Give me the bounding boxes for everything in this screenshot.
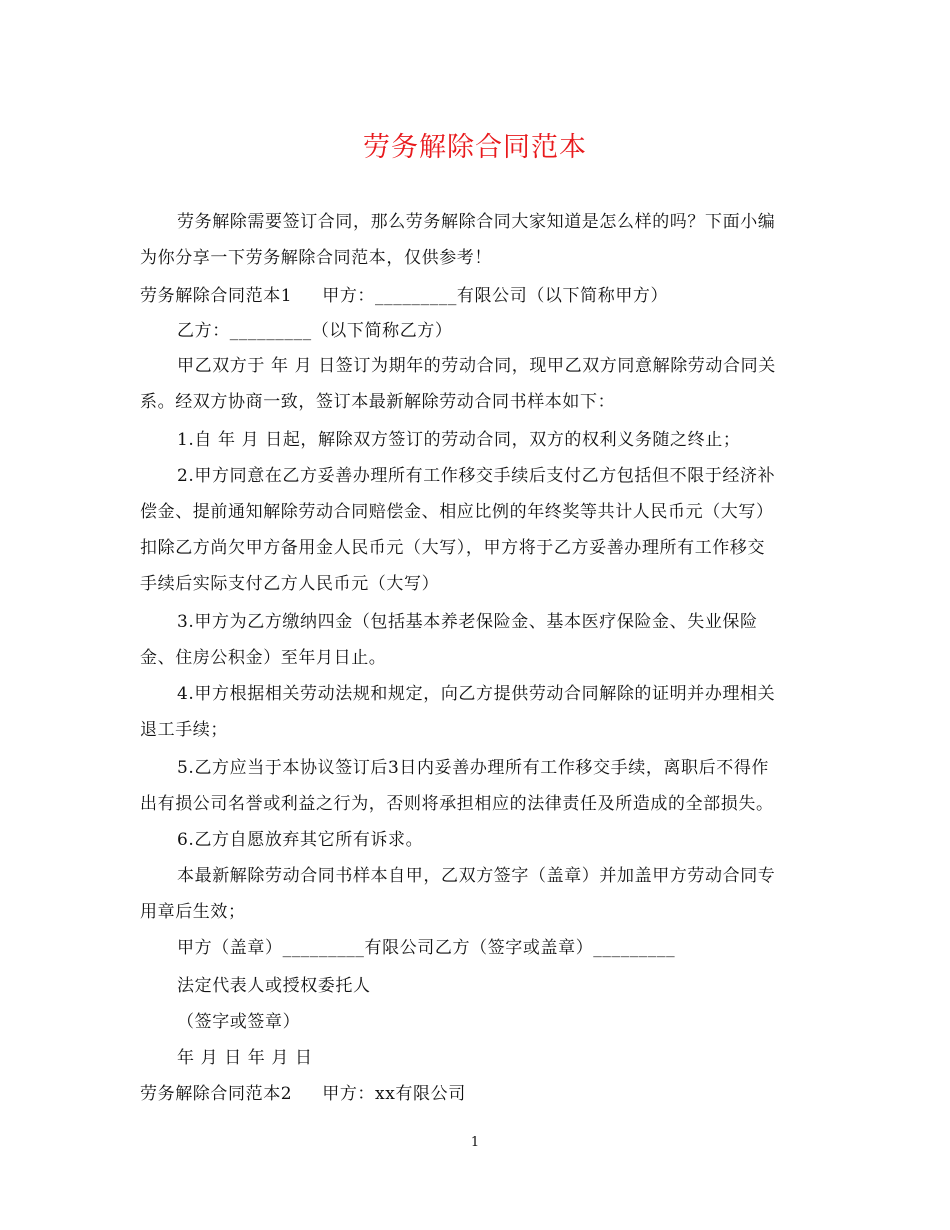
clause-4-line: 退工手续；	[140, 720, 228, 740]
document-title: 劳务解除合同范本	[363, 132, 587, 163]
sample-2-party-a: 甲方：xx有限公司	[322, 1084, 466, 1104]
sample-1-heading-row	[140, 283, 668, 309]
page-number: 1	[470, 1135, 480, 1150]
effect-line: 本最新解除劳动合同书样本自甲，乙双方签字（盖章）并加盖甲方劳动合同专	[177, 866, 776, 886]
clause-4-line: 4.甲方根据相关劳动法规和规定，向乙方提供劳动合同解除的证明并办理相关	[177, 684, 776, 704]
clause-2-line: 手续后实际支付乙方人民币元（大写）	[140, 574, 440, 594]
intro-line-2: 为你分享一下劳务解除合同范本，仅供参考！	[140, 248, 492, 268]
paragraph-line: 甲乙双方于 年 月 日签订为期年的劳动合同，现甲乙双方同意解除劳动合同关	[177, 356, 776, 376]
sample-1-heading: 劳务解除合同范本1	[140, 286, 293, 306]
clause-6-line: 6.乙方自愿放弃其它所有诉求。	[177, 830, 424, 850]
legal-representative-line: 法定代表人或授权委托人	[177, 976, 371, 996]
signature-parties-line: 甲方（盖章）_________有限公司乙方（签字或盖章）_________	[177, 938, 676, 958]
paragraph-line: 系。经双方协商一致，签订本最新解除劳动合同书样本如下：	[140, 392, 616, 412]
clause-1-line: 1.自 年 月 日起，解除双方签订的劳动合同，双方的权利义务随之终止；	[177, 430, 741, 450]
signature-note-line: （签字或签章）	[177, 1012, 301, 1032]
clause-3-line: 3.甲方为乙方缴纳四金（包括基本养老保险金、基本医疗保险金、失业保险	[177, 612, 758, 632]
sample-2-heading-row	[140, 1081, 466, 1107]
party-b-line: 乙方：_________（以下简称乙方）	[177, 321, 453, 341]
clause-2-line: 2.甲方同意在乙方妥善办理所有工作移交手续后支付乙方包括但不限于经济补	[177, 466, 776, 486]
clause-2-line: 偿金、提前通知解除劳动合同赔偿金、相应比例的年终奖等共计人民币元（大写）	[140, 502, 774, 522]
date-line: 年 月 日 年 月 日	[177, 1048, 313, 1068]
clause-5-line: 5.乙方应当于本协议签订后3日内妥善办理所有工作移交手续，离职后不得作	[177, 758, 770, 778]
effect-line: 用章后生效；	[140, 902, 246, 922]
clause-3-line: 金、住房公积金）至年月日止。	[140, 648, 387, 668]
clause-2-line: 扣除乙方尚欠甲方备用金人民币元（大写），甲方将于乙方妥善办理所有工作移交	[140, 538, 766, 558]
intro-line-1: 劳务解除需要签订合同，那么劳务解除合同大家知道是怎么样的吗？下面小编	[177, 212, 776, 232]
sample-2-heading: 劳务解除合同范本2	[140, 1084, 293, 1104]
party-a-line: 甲方：_________有限公司（以下简称甲方）	[322, 286, 669, 306]
clause-5-line: 出有损公司名誉或利益之行为，否则将承担相应的法律责任及所造成的全部损失。	[140, 794, 774, 814]
